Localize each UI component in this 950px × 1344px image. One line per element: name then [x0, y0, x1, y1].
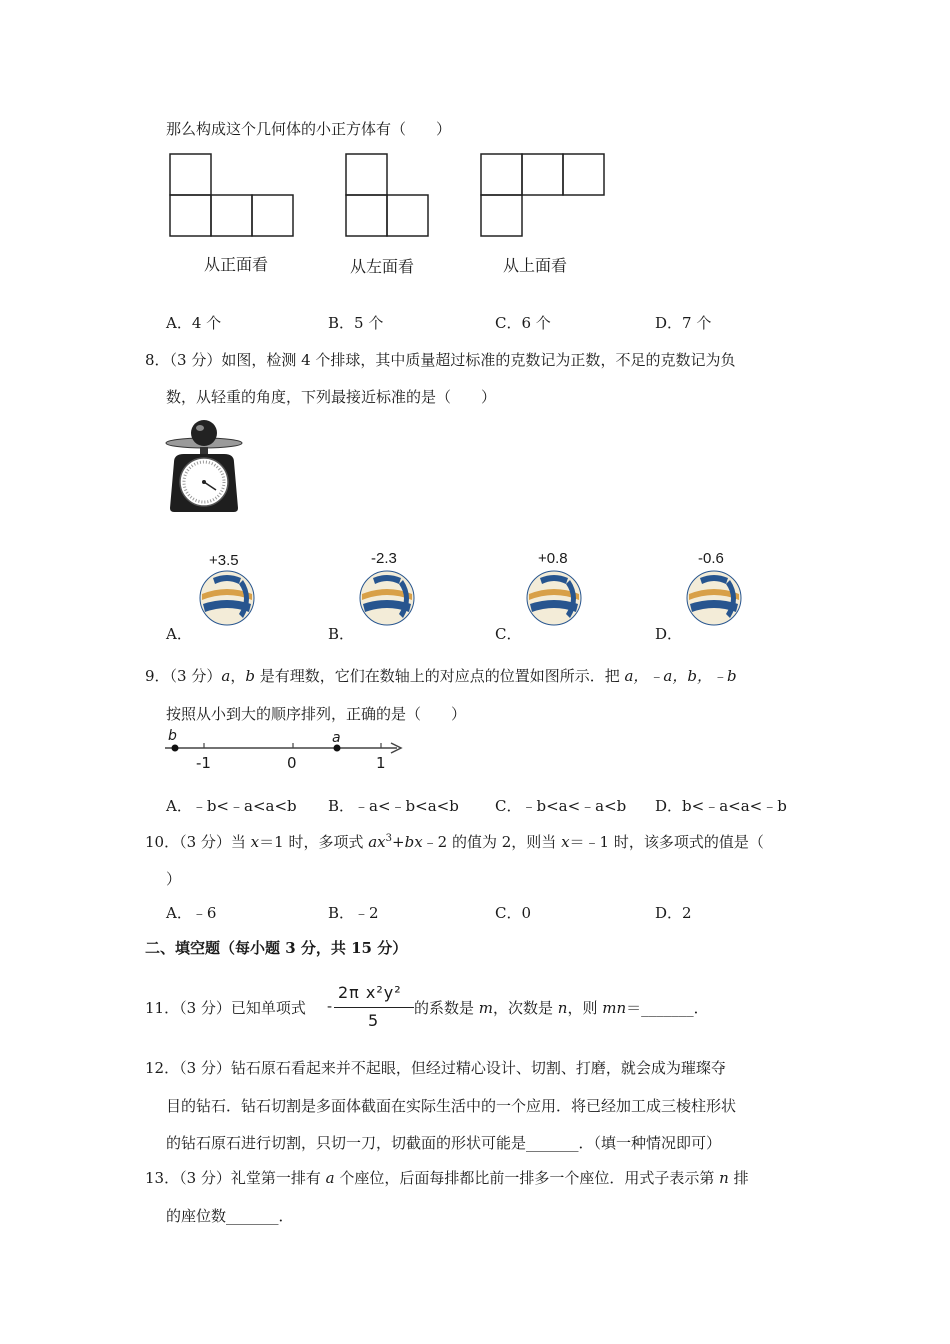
q7-option-d: D．7 个 [655, 314, 712, 332]
q7-option-a: A．4 个 [166, 314, 222, 332]
q11-suffix-b: ，次数是 [493, 999, 558, 1017]
q11-m: m [478, 999, 494, 1017]
q7-option-c: C．6 个 [495, 314, 551, 332]
q10-a: 10．（3 分）当 [145, 833, 251, 851]
q8-line1: 8．（3 分）如图，检测 4 个排球，其中质量超过标准的克数记为正数，不足的克数记为负 [145, 351, 736, 369]
q8-option-b: B． [328, 625, 355, 643]
left-view-figure [345, 153, 431, 237]
axis-label-b: b [168, 728, 177, 744]
volleyball-b-icon [359, 570, 415, 626]
q10-option-c: C．0 [495, 904, 532, 922]
q9-prefix: 9．（3 分） [145, 667, 222, 685]
q11-minus: - [327, 997, 333, 1015]
q11-suffix [414, 997, 709, 1018]
q11-n: n [557, 999, 568, 1017]
left-view-label: 从左面看 [350, 257, 415, 276]
q11-fraction-bar [334, 1007, 414, 1008]
axis-label-zero: 0 [287, 754, 297, 772]
q9-list: a，﹣a，b，﹣b [624, 667, 737, 685]
top-view-figure [480, 153, 606, 237]
axis-label-one: 1 [376, 754, 386, 772]
q10-b: ＝1 时，多项式 [259, 833, 369, 851]
q13-c-text: 排 [728, 1169, 749, 1187]
q9-option-a: A．﹣b<﹣a<a<b [166, 797, 297, 815]
q9-var-a: a [221, 667, 231, 685]
volleyball-a-icon [199, 570, 255, 626]
q10-option-b: B．﹣2 [328, 904, 379, 922]
q9-option-d: D．b<﹣a<a<﹣b [655, 797, 787, 815]
axis-label-a: a [332, 730, 341, 746]
point-b [172, 745, 179, 752]
q10-c: ﹣2 的值为 2，则当 [422, 833, 562, 851]
q12-line2: 目的钻石．钻石切割是多面体截面在实际生活中的一个应用．将已经加工成三棱柱形状 [166, 1097, 737, 1115]
q9-mid: 是有理数，它们在数轴上的对应点的位置如图所示．把 [254, 667, 625, 685]
q12-line1: 12．（3 分）钻石原石看起来并不起眼，但经过精心设计、切割、打磨，就会成为璀璨夺 [145, 1059, 726, 1077]
q11-suffix-d: ＝_______． [626, 999, 709, 1017]
q9-var-b: b [245, 667, 255, 685]
q13-line2: 的座位数_______． [166, 1207, 294, 1225]
ball-d-value: -0.6 [698, 550, 724, 567]
q11-suffix-c: ，则 [567, 999, 603, 1017]
q10-x1: x [250, 833, 260, 851]
ball-c-value: +0.8 [538, 550, 568, 567]
q10-option-d: D．2 [655, 904, 692, 922]
section-2-title: 二、填空题（每小题 3 分，共 15 分） [145, 939, 408, 957]
q9-line2: 按照从小到大的顺序排列，正确的是（ ） [166, 705, 467, 723]
q9-option-c: C．﹣b<a<﹣a<b [495, 797, 627, 815]
q10-exp: 3 [385, 833, 393, 844]
q11-numerator: 2π x²y² [338, 983, 402, 1002]
q7-option-b: B．5 个 [328, 314, 384, 332]
q7-stem-tail: 那么构成这个几何体的小正方体有（ ） [166, 120, 452, 138]
front-view-figure [169, 153, 295, 237]
q13-a-text: 13．（3 分）礼堂第一排有 [145, 1169, 326, 1187]
q10-line2: ） [166, 870, 182, 888]
q10-line1 [145, 831, 764, 852]
q13-line1 [145, 1167, 749, 1188]
q11-prefix: 11．（3 分）已知单项式 [145, 999, 306, 1017]
volleyball-c-icon [526, 570, 582, 626]
q9-comma: ， [230, 667, 246, 685]
weighing-scale-illustration [164, 418, 246, 516]
q10-option-a: A．﹣6 [166, 904, 217, 922]
q12-line3: 的钻石原石进行切割，只切一刀，切截面的形状可能是_______．（填一种情况即可） [166, 1134, 722, 1152]
q8-option-c: C． [495, 625, 522, 643]
q10-plus: + [392, 833, 405, 851]
q8-option-a: A． [166, 625, 192, 643]
q13-var-a: a [325, 1169, 335, 1187]
ball-b-value: -2.3 [371, 550, 397, 567]
q11-denominator: 5 [368, 1011, 379, 1030]
q10-bx: bx [404, 833, 423, 851]
q10-x2: x [561, 833, 570, 851]
front-view-label: 从正面看 [204, 255, 269, 274]
q11-mn: mn [602, 999, 627, 1017]
q9-option-b: B．﹣a<﹣b<a<b [328, 797, 459, 815]
q13-b-text: 个座位，后面每排都比前一排多一个座位．用式子表示第 [334, 1169, 720, 1187]
q10-d: ＝﹣1 时，该多项式的值是（ [569, 833, 764, 851]
q13-var-n: n [719, 1169, 729, 1187]
q8-line2: 数，从轻重的角度，下列最接近标准的是（ ） [166, 388, 497, 406]
top-view-label: 从上面看 [503, 256, 568, 275]
axis-label-neg1: -1 [196, 754, 211, 772]
volleyball-d-icon [686, 570, 742, 626]
q9-line1 [145, 665, 737, 686]
q10-ax: ax [368, 833, 386, 851]
q8-option-d: D． [655, 625, 683, 643]
ball-a-value: +3.5 [209, 552, 239, 569]
q11-suffix-a: 的系数是 [414, 999, 479, 1017]
